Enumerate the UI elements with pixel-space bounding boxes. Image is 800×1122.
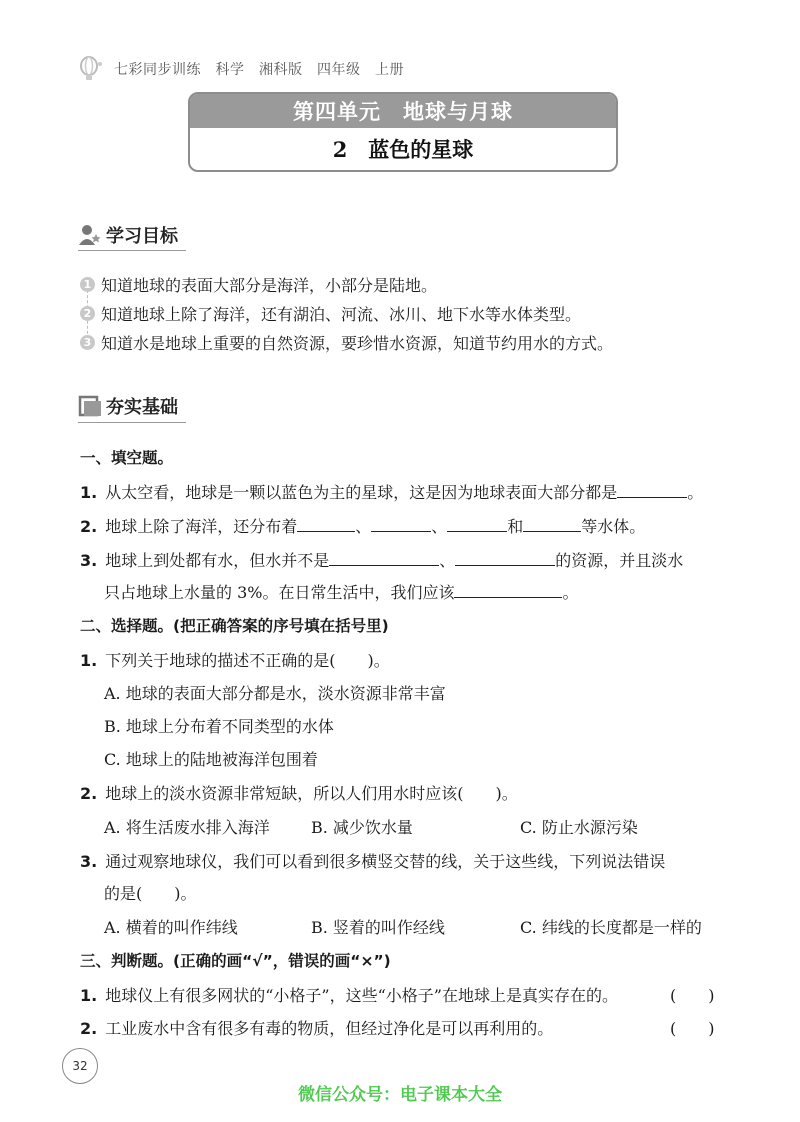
student-icon	[78, 223, 102, 247]
balloon-logo-icon	[78, 56, 104, 82]
fill-question-3: 3. 地球上到处都有水，但水并不是 、 的资源，并且淡水	[80, 551, 684, 570]
goals-underline	[78, 250, 186, 251]
choice-question-3: 3. 通过观察地球仪，我们可以看到很多横竖交替的线，关于这些线，下列说法错误	[80, 852, 666, 871]
header-text: 七彩同步训练 科学 湘科版 四年级 上册	[114, 62, 404, 78]
choice-option[interactable]: B. 减少饮水量	[311, 818, 413, 837]
choice-option[interactable]: A. 地球的表面大部分都是水，淡水资源非常丰富	[104, 684, 446, 703]
notebook-icon	[78, 394, 102, 418]
judge-question-1: 1. 地球仪上有很多网状的“小格子”，这些“小格子”在地球上是真实存在的。	[80, 986, 618, 1005]
choice-option[interactable]: A. 横着的叫作纬线	[104, 918, 238, 937]
watermark-text: 微信公众号：电子课本大全	[298, 1085, 502, 1105]
goals-title: 学习目标	[106, 226, 178, 247]
goal-item	[80, 331, 613, 354]
fill-question-1: 1. 从太空看，地球是一颗以蓝色为主的星球，这是因为地球表面大部分都是 。	[80, 483, 704, 502]
goal-text: 知道地球的表面大部分是海洋，小部分是陆地。	[101, 276, 438, 295]
goal-text: 知道水是地球上重要的自然资源，要珍惜水资源，知道节约用水的方式。	[101, 334, 614, 353]
answer-blank[interactable]	[371, 517, 431, 532]
goal-number: 1	[80, 277, 95, 292]
fill-question-2: 2. 地球上除了海洋，还分布着 、 、 和 等水体。	[80, 517, 646, 536]
choice-question-1: 1. 下列关于地球的描述不正确的是( )。	[80, 651, 390, 670]
choice-heading: 二、选择题。(把正确答案的序号填在括号里)	[80, 617, 389, 635]
choice-option[interactable]: C. 防止水源污染	[520, 818, 638, 837]
judge-question-2: 2. 工业废水中含有很多有毒的物质，但经过净化是可以再利用的。	[80, 1019, 554, 1038]
goal-item	[80, 302, 581, 325]
answer-parentheses[interactable]: ( )	[670, 986, 715, 1005]
answer-blank[interactable]	[447, 517, 507, 532]
choice-option[interactable]: C. 纬线的长度都是一样的	[520, 918, 702, 937]
choice-question-2: 2. 地球上的淡水资源非常短缺，所以人们用水时应该( )。	[80, 784, 518, 803]
page-number: 32	[62, 1048, 98, 1084]
lesson-title: 2 蓝色的星球	[332, 137, 474, 162]
choice-option[interactable]: C. 地球上的陆地被海洋包围着	[104, 750, 318, 769]
goal-text: 知道地球上除了海洋，还有湖泊、河流、冰川、地下水等水体类型。	[101, 305, 582, 324]
answer-blank[interactable]	[617, 483, 687, 498]
choice-question-3-line-2: 的是( )。	[104, 884, 197, 903]
goals-heading	[78, 222, 178, 248]
basics-heading	[78, 393, 178, 419]
unit-title: 第四单元 地球与月球	[190, 94, 616, 128]
answer-blank[interactable]	[523, 517, 581, 532]
answer-blank[interactable]	[455, 551, 555, 566]
basics-title: 夯实基础	[106, 397, 178, 418]
choice-option[interactable]: A. 将生活废水排入海洋	[104, 818, 270, 837]
fill-heading: 一、填空题。	[80, 449, 174, 467]
choice-option[interactable]: B. 地球上分布着不同类型的水体	[104, 717, 334, 736]
answer-blank[interactable]	[329, 551, 439, 566]
basics-underline	[78, 422, 186, 423]
unit-banner	[188, 92, 618, 172]
goal-number: 2	[80, 306, 95, 321]
fill-question-3-line-2: 只占地球上水量的 3%。在日常生活中，我们应该 。	[104, 583, 579, 602]
answer-blank[interactable]	[454, 583, 562, 598]
answer-parentheses[interactable]: ( )	[670, 1019, 715, 1038]
goal-number: 3	[80, 335, 95, 350]
goal-item	[80, 273, 437, 296]
choice-option[interactable]: B. 竖着的叫作经线	[311, 918, 445, 937]
page-header	[78, 56, 404, 82]
judge-heading: 三、判断题。(正确的画“√”，错误的画“×”)	[80, 952, 391, 970]
answer-blank[interactable]	[297, 517, 355, 532]
